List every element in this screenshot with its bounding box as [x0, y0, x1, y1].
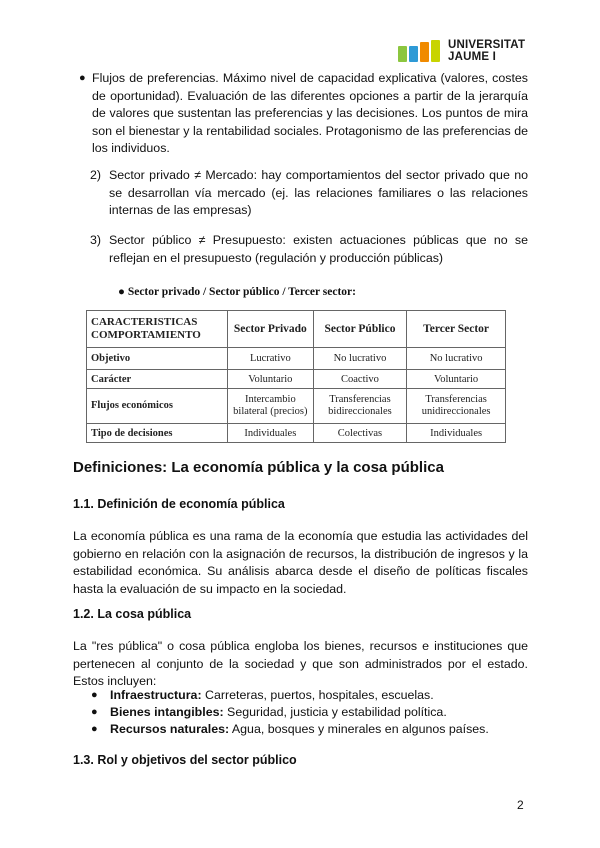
- subsection-heading: 1.3. Rol y objetivos del sector público: [73, 753, 297, 767]
- uji-logo-mark-icon: [398, 40, 442, 62]
- table-row: [87, 424, 506, 443]
- section-title: Definiciones: La economía pública y la cosa pública: [73, 459, 444, 476]
- sector-comparison-table: [86, 310, 506, 443]
- list-item: Bienes intangibles: Seguridad, justicia y estabilidad política.: [110, 705, 447, 719]
- subsection-heading: 1.1. Definición de economía pública: [73, 497, 285, 511]
- bullet-icon: ●: [91, 723, 98, 735]
- table-cell: Colectivas: [313, 424, 407, 443]
- table-header: Sector Privado: [228, 311, 314, 348]
- table-cell: Objetivo: [87, 348, 228, 370]
- list-item: Recursos naturales: Agua, bosques y minerales en algunos países.: [110, 722, 489, 736]
- university-name: UNIVERSITAT JAUME I: [448, 39, 526, 63]
- public-thing-definition: La "res pública" o cosa pública engloba los bienes, recursos e instituciones que pertenecen al conjunto de la sociedad y que son administrados por el estado. Estos incluyen:: [73, 639, 528, 688]
- table-cell: Transferencias bidireccionales: [313, 389, 407, 424]
- table-row: [87, 348, 506, 370]
- item-number: 2): [90, 168, 102, 182]
- table-header: CARACTERISTICAS COMPORTAMIENTO: [87, 311, 228, 348]
- table-cell: Intercambio bilateral (precios): [228, 389, 314, 424]
- table-header: Sector Público: [313, 311, 407, 348]
- public-economy-definition: La economía pública es una rama de la economía que estudia las actividades del gobierno en relación con la asignación de recursos, la distribución de ingresos y la estabilidad económica. Su análisis abarca desde el diseño de políticas fiscales hasta la evaluación de su impacto en la sociedad.: [73, 529, 528, 596]
- public-sector-item: Sector público ≠ Presupuesto: existen actuaciones públicas que no se reflejan en el presupuesto (regulación y producción públicas): [109, 233, 528, 265]
- table-title: ● Sector privado / Sector público / Tercer sector:: [118, 286, 356, 298]
- table-cell: Flujos económicos: [87, 389, 228, 424]
- table-row: [87, 389, 506, 424]
- table-cell: Tipo de decisiones: [87, 424, 228, 443]
- table-cell: Voluntario: [407, 370, 506, 389]
- table-cell: Voluntario: [228, 370, 314, 389]
- bullet-icon: ●: [79, 72, 86, 84]
- private-sector-item: Sector privado ≠ Mercado: hay comportamientos del sector privado que no se desarrollan vía mercado (ej. las relaciones familiares o las relaciones internas de las empresas): [109, 168, 528, 217]
- subsection-heading: 1.2. La cosa pública: [73, 607, 192, 621]
- bullet-icon: ●: [91, 689, 98, 701]
- table-cell: No lucrativo: [313, 348, 407, 370]
- table-cell: No lucrativo: [407, 348, 506, 370]
- bullet-icon: ●: [91, 706, 98, 718]
- preference-flows-bullet: Flujos de preferencias. Máximo nivel de capacidad explicativa (valores, costes de oportunidad). Evaluación de las diferentes opciones a partir de la jerarquía de valores que sustentan las preferencias y las decisiones. Los puntos de mira son el bienestar y la rentabilidad sociales. Protagonismo de las preferencias de los individuos.: [92, 71, 528, 155]
- item-number: 3): [90, 233, 102, 247]
- table-row: [87, 370, 506, 389]
- table-cell: Transferencias unidireccionales: [407, 389, 506, 424]
- page-number: 2: [517, 798, 524, 812]
- table-cell: Individuales: [228, 424, 314, 443]
- table-header: Tercer Sector: [407, 311, 506, 348]
- list-item: Infraestructura: Carreteras, puertos, hospitales, escuelas.: [110, 688, 434, 702]
- table-header-row: [87, 311, 506, 348]
- university-logo: [398, 38, 538, 64]
- table-cell: Individuales: [407, 424, 506, 443]
- table-cell: Lucrativo: [228, 348, 314, 370]
- table-cell: Carácter: [87, 370, 228, 389]
- table-cell: Coactivo: [313, 370, 407, 389]
